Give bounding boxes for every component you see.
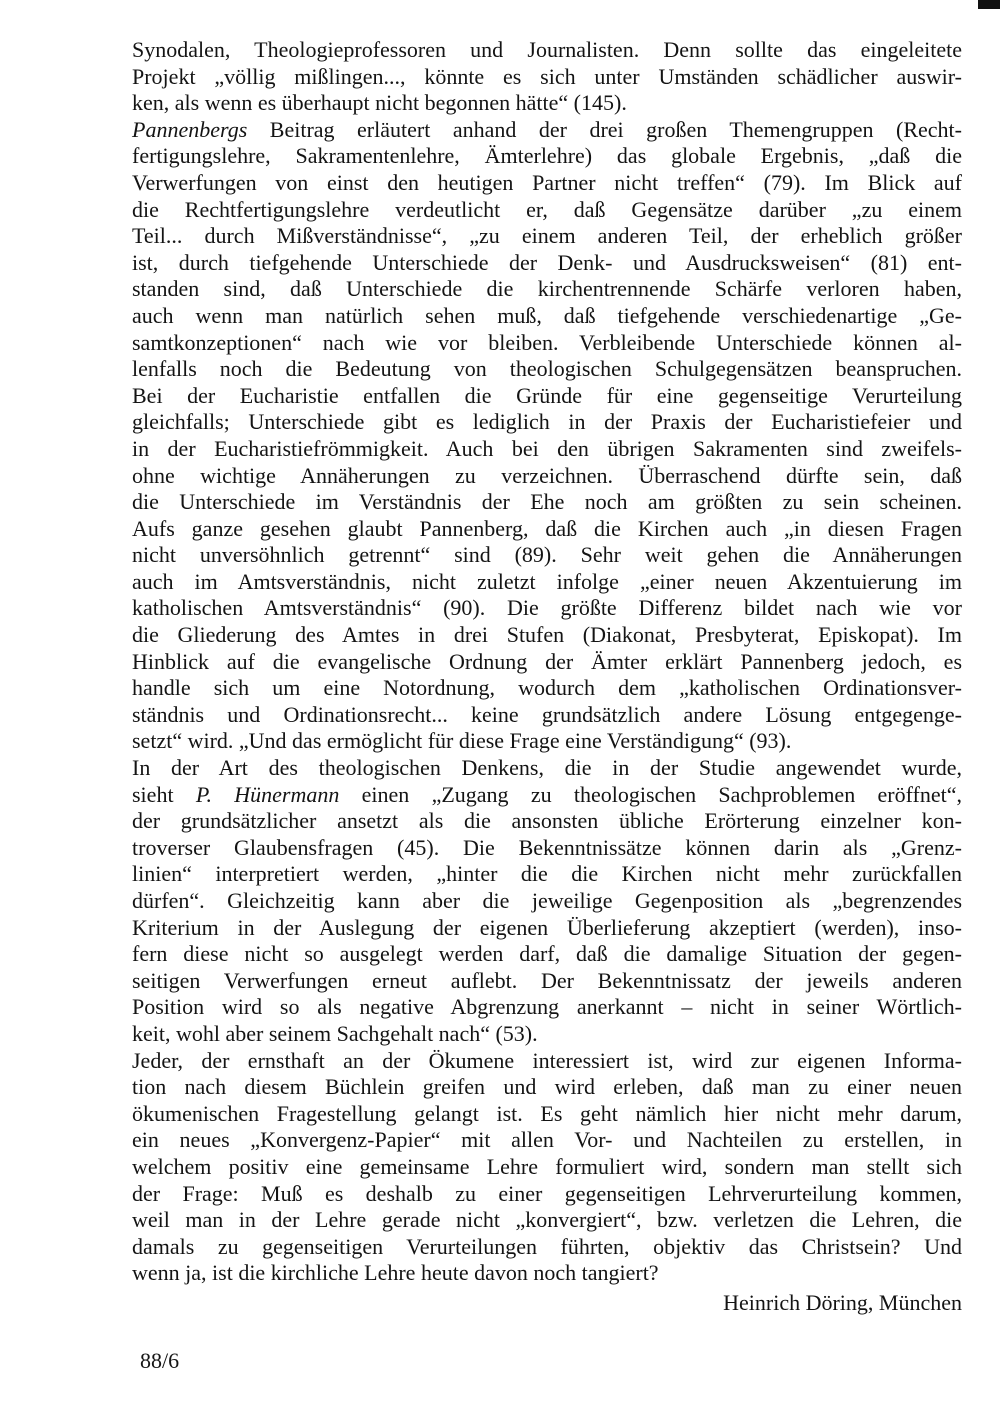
line-text: seitigen Verwerfungen erneut auflebt. Der Bekenntnissatz der jeweils anderen: [132, 967, 962, 993]
line-text: Position wird so als negative Abgrenzung anerkannt – nicht in seiner Wörtlich-: [132, 994, 962, 1020]
text-line: [132, 1127, 962, 1154]
text-line: [132, 808, 962, 835]
line-text: ein neues „Konvergenz-Papier“ mit allen Vor- und Nachteilen zu erstellen, in: [132, 1127, 962, 1153]
text-line: [132, 436, 962, 463]
text-line: [132, 516, 962, 543]
text-line: [132, 702, 962, 729]
text-line: [132, 1207, 962, 1234]
text-line: [132, 888, 962, 915]
text-line: [132, 143, 962, 170]
text-line: [132, 64, 962, 91]
line-text: sieht: [132, 781, 196, 807]
text-line: [132, 861, 962, 888]
text-line: [132, 994, 962, 1021]
text-line: [132, 1181, 962, 1208]
italic-name: P. Hünermann: [195, 781, 340, 807]
line-text: Kriterium in der Auslegung der eigenen Überlieferung akzeptiert (werden), inso-: [132, 914, 962, 940]
line-text: fern diese nicht so ausgelegt werden darf, daß die damalige Situation der gegen-: [132, 941, 962, 967]
line-text: troverser Glaubensfragen (45). Die Bekenntnissätze können darin als „Grenz-: [132, 834, 962, 860]
text-line: [132, 835, 962, 862]
line-text: Beitrag erläutert anhand der drei großen Themengruppen (Recht-: [247, 116, 962, 142]
author-signature: Heinrich Döring, München: [723, 1290, 962, 1315]
line-text: Projekt „völlig mißlingen..., könnte es sich unter Umständen schädlicher auswir-: [132, 63, 962, 89]
line-text: handle sich um eine Notordnung, wodurch dem „katholischen Ordinationsver-: [132, 675, 962, 701]
text-line: [132, 463, 962, 490]
text-line: [132, 595, 962, 622]
page-number: 88/6: [140, 1348, 180, 1373]
line-text: samtkonzeptionen“ nach wie vor bleiben. Verbleibende Unterschiede können al-: [132, 329, 962, 355]
line-text: Teil... durch Mißverständnisse“, „zu einem anderen Teil, der erheblich größer: [132, 223, 962, 249]
text-line: [132, 542, 962, 569]
text-line: [132, 755, 962, 782]
text-line: [132, 276, 962, 303]
text-line: [132, 1154, 962, 1181]
text-line: [132, 569, 962, 596]
text-line: [132, 90, 962, 117]
text-line: [132, 1101, 962, 1128]
line-text: welchem positiv eine gemeinsame Lehre formuliert wird, sondern man stellt sich: [132, 1153, 962, 1179]
text-line: [132, 968, 962, 995]
text-line: [132, 303, 962, 330]
line-text: katholischen Amtsverständnis“ (90). Die größte Differenz bildet nach wie vor: [132, 595, 962, 621]
line-text: Jeder, der ernsthaft an der Ökumene interessiert ist, wird zur eigenen Informa-: [132, 1047, 962, 1073]
line-text: lenfalls noch die Bedeutung von theologischen Schulgegensätzen beanspruchen.: [132, 356, 962, 382]
line-text: setzt“ wird. „Und das ermöglicht für diese Frage eine Verständigung“ (93).: [132, 728, 792, 754]
line-text: Synodalen, Theologieprofessoren und Journalisten. Denn sollte das eingeleitete: [132, 37, 962, 62]
line-text: auch wenn man natürlich sehen muß, daß tiefgehende verschiedenartige „Ge-: [132, 302, 962, 328]
line-text: ökumenischen Fragestellung gelangt ist. Es geht nämlich hier nicht mehr darum,: [132, 1100, 962, 1126]
line-text: in der Eucharistiefrömmigkeit. Auch bei den übrigen Sakramenten sind zweifels-: [132, 435, 962, 461]
text-line: [132, 1260, 962, 1287]
line-text: der Frage: Muß es deshalb zu einer gegenseitigen Lehrverurteilung kommen,: [132, 1180, 962, 1206]
text-line: [132, 250, 962, 277]
line-text: In der Art des theologischen Denkens, die in der Studie angewendet wurde,: [132, 755, 962, 781]
line-text: ohne wichtige Annäherungen zu verzeichnen. Überraschend dürfte sein, daß: [132, 462, 962, 488]
line-text: weil man in der Lehre gerade nicht „konvergiert“, bzw. verletzen die Lehren, die: [132, 1207, 962, 1233]
line-text: Aufs ganze gesehen glaubt Pannenberg, daß die Kirchen auch „in diesen Fragen: [132, 515, 962, 541]
line-text: die Unterschiede im Verständnis der Ehe noch am größten zu sein scheinen.: [132, 489, 962, 515]
line-text: einen „Zugang zu theologischen Sachproblemen eröffnet“,: [339, 781, 962, 807]
text-line: [132, 1021, 962, 1048]
text-line: [132, 117, 962, 144]
text-line: [132, 197, 962, 224]
italic-name: Pannenbergs: [132, 116, 248, 142]
line-text: Verwerfungen von einst den heutigen Partner nicht treffen“ (79). Im Blick auf: [132, 169, 962, 195]
text-line: [132, 356, 962, 383]
line-text: die Rechtfertigungslehre verdeutlicht er, daß Gegensätze darüber „zu einem: [132, 196, 962, 222]
line-text: standen sind, daß Unterschiede die kirchentrennende Schärfe verloren haben,: [132, 276, 962, 302]
text-line: [132, 649, 962, 676]
line-text: auch im Amtsverständnis, nicht zuletzt infolge „einer neuen Akzentuierung im: [132, 568, 962, 594]
article-body: [132, 37, 962, 1287]
text-line: [132, 675, 962, 702]
text-line: [132, 782, 962, 809]
text-line: [132, 489, 962, 516]
line-text: dürfen“. Gleichzeitig kann aber die jeweilige Gegenposition als „begrenzendes: [132, 888, 962, 913]
text-line: [132, 1048, 962, 1075]
text-line: [132, 223, 962, 250]
text-line: [132, 409, 962, 436]
line-text: ken, als wenn es überhaupt nicht begonnen hätte“ (145).: [132, 90, 627, 116]
text-line: [132, 383, 962, 410]
line-text: keit, wohl aber seinem Sachgehalt nach“ (53).: [132, 1020, 538, 1046]
line-text: ständnis und Ordinationsrecht... keine grundsätzlich andere Lösung entgegenge-: [132, 701, 962, 727]
line-text: Bei der Eucharistie entfallen die Gründe für eine gegenseitige Verurteilung: [132, 382, 962, 408]
line-text: die Gliederung des Amtes in drei Stufen (Diakonat, Presbyterat, Episkopat). Im: [132, 622, 962, 648]
line-text: der grundsätzlicher ansetzt als die ansonsten übliche Erörterung einzelner kon-: [132, 808, 962, 834]
line-text: gleichfalls; Unterschiede gibt es lediglich in der Praxis der Eucharistiefeier und: [132, 409, 962, 435]
text-line: [132, 1234, 962, 1261]
line-text: Hinblick auf die evangelische Ordnung der Ämter erklärt Pannenberg jedoch, es: [132, 648, 962, 674]
text-line: [132, 728, 962, 755]
line-text: ist, durch tiefgehende Unterschiede der Denk- und Ausdrucksweisen“ (81) ent-: [132, 249, 962, 275]
line-text: linien“ interpretiert werden, „hinter die die Kirchen nicht mehr zurückfallen: [132, 861, 962, 887]
text-line: [132, 915, 962, 942]
text-line: [132, 1074, 962, 1101]
line-text: nicht unversöhnlich getrennt“ sind (89). Sehr weit gehen die Annäherungen: [132, 542, 962, 568]
scan-corner-mark: [978, 0, 1000, 9]
line-text: tion nach diesem Büchlein greifen und wird erleben, daß man zu einer neuen: [132, 1074, 962, 1100]
text-line: [132, 622, 962, 649]
text-line: [132, 330, 962, 357]
text-line: [132, 941, 962, 968]
line-text: wenn ja, ist die kirchliche Lehre heute davon noch tangiert?: [132, 1260, 659, 1286]
text-line: [132, 170, 962, 197]
line-text: fertigungslehre, Sakramentenlehre, Ämterlehre) das globale Ergebnis, „daß die: [132, 143, 962, 169]
line-text: damals zu gegenseitigen Verurteilungen führten, objektiv das Christsein? Und: [132, 1233, 962, 1259]
text-line: [132, 37, 962, 64]
